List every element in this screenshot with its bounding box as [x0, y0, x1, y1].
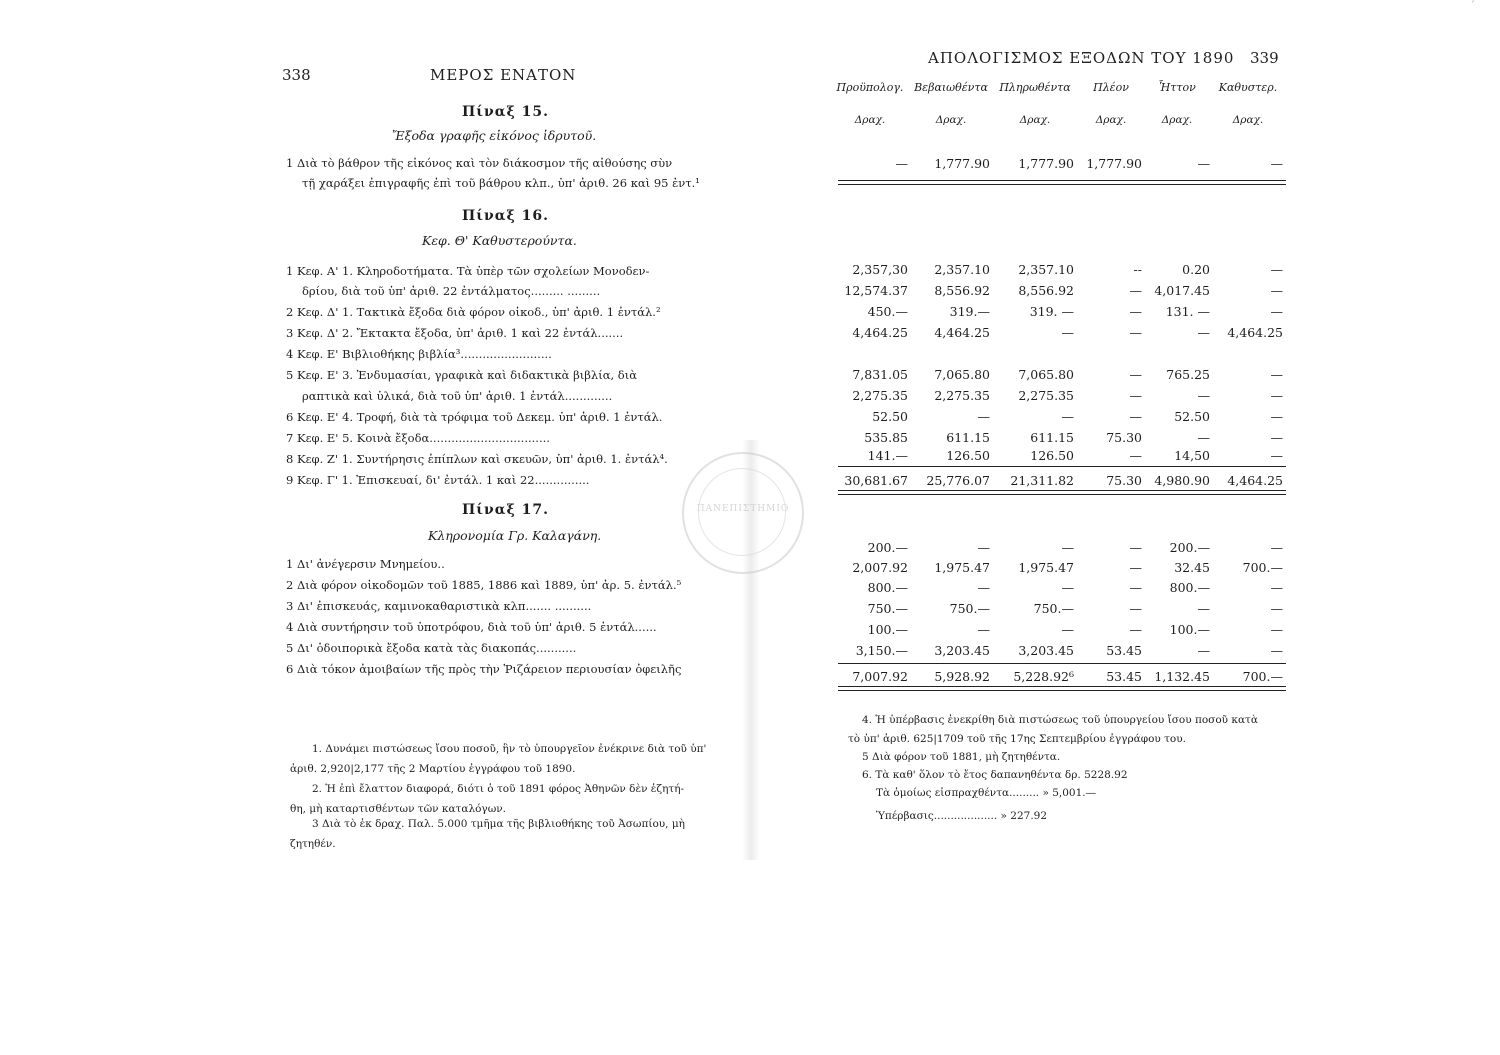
table16-cell: 8,556.92 — [934, 283, 990, 298]
table16-cell: 319. — — [1029, 304, 1074, 319]
table17-cell: — — [1129, 580, 1142, 595]
table16-cell: — — [977, 409, 990, 424]
table16-cell: 75.30 — [1106, 430, 1142, 445]
column-header: Πληρωθέντα — [999, 81, 1071, 94]
table17-total-rule — [838, 686, 1286, 687]
table16-total-cell: 25,776.07 — [926, 473, 990, 488]
table15-cell: 1,777.90 — [934, 156, 990, 171]
table16-cell: 2,357,30 — [852, 262, 908, 277]
left-page-number: 338 — [282, 66, 311, 84]
left-footnote: ζητηθέν. — [290, 838, 336, 850]
table16-total-cell: 75.30 — [1106, 473, 1142, 488]
left-footnote: 1. Δυνάμει πιστώσεως ἴσου ποσοῦ, ἣν τὸ ὑπουργεῖον ἐνέκρινε διὰ τοῦ ὑπ' — [312, 743, 707, 755]
table17-total-cell: 7,007.92 — [852, 669, 908, 684]
table16-cell: 126.50 — [1030, 448, 1074, 463]
table16-cell: 4,017.45 — [1154, 283, 1210, 298]
table17-total-cell: 1,132.45 — [1154, 669, 1210, 684]
table16-cell: — — [1129, 304, 1142, 319]
table16-cell: 2,275.35 — [934, 388, 990, 403]
table16-cell: 2,357.10 — [1018, 262, 1074, 277]
column-header: Βεβαιωθέντα — [914, 81, 988, 94]
table17-cell: 3,150.— — [855, 643, 908, 658]
table16-cell: — — [1129, 325, 1142, 340]
table16-total-rule — [838, 490, 1286, 491]
table17-cell: 1,975.47 — [1018, 560, 1074, 575]
table17-cell: — — [977, 622, 990, 637]
table15-rule — [838, 184, 1286, 185]
table17-cell: — — [1061, 540, 1074, 555]
table16-cell: — — [1197, 430, 1210, 445]
table17-subtitle: Κληρονομία Γρ. Καλαγάνη. — [428, 528, 602, 543]
table17-cell: — — [1197, 601, 1210, 616]
table17-cell: — — [1129, 601, 1142, 616]
table16-subtitle: Κεφ. Θ' Καθυστερούντα. — [422, 233, 577, 248]
table17-cell: 53.45 — [1106, 643, 1142, 658]
table16-total-cell: 4,980.90 — [1154, 473, 1210, 488]
table16-cell: 319.— — [949, 304, 990, 319]
table17-cell: 750.— — [867, 601, 908, 616]
right-footnote: 4. Ἡ ὑπέρβασις ἐνεκρίθη διὰ πιστώσεως τοῦ ὑπουργείου ἴσου ποσοῦ κατὰ — [862, 714, 1258, 726]
table17-cell: — — [1129, 622, 1142, 637]
column-unit: Δραχ. — [1019, 114, 1051, 126]
table15-rule — [838, 180, 1286, 181]
table17-cell: — — [1197, 643, 1210, 658]
table17-cell: 100.— — [867, 622, 908, 637]
table16-row: ραπτικὰ καὶ ὑλικά, διὰ τοῦ ὑπ' ἀριθ. 1 ἐντάλ............. — [302, 389, 613, 403]
right-footnote: τὸ ὑπ' ἀριθ. 625|1709 τοῦ τῆς 17ης Σεπτεμβρίου ἐγγράφου του. — [848, 733, 1186, 745]
table16-cell: — — [1270, 304, 1283, 319]
table16-total-cell: 4,464.25 — [1227, 473, 1283, 488]
table16-total-cell: 30,681.67 — [844, 473, 908, 488]
table16-cell: 7,065.80 — [1018, 367, 1074, 382]
table17-row: 2 Διὰ φόρον οἰκοδομῶν τοῦ 1885, 1886 καὶ 1889, ὑπ' ἀρ. 5. ἐντάλ.⁵ — [286, 578, 682, 592]
table17-cell: 2,007.92 — [852, 560, 908, 575]
table17-row: 5 Δι' ὁδοιπορικὰ ἔξοδα κατὰ τὰς διακοπάς........... — [286, 641, 577, 655]
table16-cell: -- — [1133, 262, 1142, 277]
table16-cell: 4,464.25 — [934, 325, 990, 340]
right-footnote: 6. Τὰ καθ' ὅλον τὸ ἔτος δαπανηθέντα δρ. 5228.92 — [862, 769, 1128, 781]
table17-title: Πίναξ 17. — [462, 502, 550, 518]
table15-cell: 1,777.90 — [1018, 156, 1074, 171]
table17-cell: — — [1270, 643, 1283, 658]
table16-rule — [838, 466, 1286, 467]
table16-row: 5 Κεφ. Ε' 3. Ἐνδυμασίαι, γραφικὰ καὶ διδακτικὰ βιβλία, διὰ — [286, 368, 637, 382]
table17-cell: — — [1061, 580, 1074, 595]
table17-cell: — — [1129, 560, 1142, 575]
table16-total-cell: 21,311.82 — [1010, 473, 1074, 488]
table15-title: Πίναξ 15. — [462, 104, 550, 120]
table17-cell: 1,975.47 — [934, 560, 990, 575]
table17-total-cell: 700.— — [1242, 669, 1283, 684]
table16-cell: 2,357.10 — [934, 262, 990, 277]
column-unit: Δραχ. — [935, 114, 967, 126]
column-header: Προϋπολογ. — [836, 81, 904, 94]
left-footnote: θη, μὴ καταρτισθέντων τῶν καταλόγων. — [290, 803, 506, 815]
table16-cell: 7,831.05 — [852, 367, 908, 382]
table17-cell: — — [1270, 540, 1283, 555]
table17-cell: — — [1061, 622, 1074, 637]
right-footnote: 5 Διὰ φόρον τοῦ 1881, μὴ ζητηθέντα. — [862, 751, 1061, 763]
table16-cell: — — [1270, 367, 1283, 382]
table16-cell: 52.50 — [1174, 409, 1210, 424]
table17-cell: — — [1270, 601, 1283, 616]
table17-row: 1 Δι' ἀνέγερσιν Μνημείου.. — [286, 557, 445, 571]
right-running-head: ΑΠΟΛΟΓΙΣΜΟΣ ΕΞΟΔΩΝ ΤΟΥ 1890 — [928, 49, 1235, 67]
table16-cell: — — [1061, 325, 1074, 340]
table16-row: 1 Κεφ. Α' 1. Κληροδοτήματα. Τὰ ὑπὲρ τῶν σχολείων Μονοδεν- — [286, 264, 650, 278]
right-page-number: 339 — [1250, 49, 1279, 67]
table17-cell: 32.45 — [1174, 560, 1210, 575]
table16-cell: — — [1197, 388, 1210, 403]
table16-row: δρίου, διὰ τοῦ ὑπ' ἀριθ. 22 ἐντάλματος......... ......... — [302, 284, 601, 298]
table16-cell: — — [1129, 283, 1142, 298]
table17-row: 3 Δι' ἐπισκευάς, καμινοκαθαριστικὰ κλπ....... .......... — [286, 599, 592, 613]
table17-cell: 800.— — [1169, 580, 1210, 595]
table15-cell: — — [1270, 156, 1283, 171]
table16-cell: 0.20 — [1182, 262, 1210, 277]
table16-cell: — — [1270, 388, 1283, 403]
library-stamp-text: ΠΑΝΕΠΙΣΤΗΜΙΟ — [696, 504, 790, 514]
table16-row: 6 Κεφ. Ε' 4. Τροφή, διὰ τὰ τρόφιμα τοῦ Δεκεμ. ὑπ' ἀριθ. 1 ἐντάλ. — [286, 410, 663, 424]
table17-rule — [838, 663, 1286, 664]
table17-cell: 3,203.45 — [1018, 643, 1074, 658]
left-footnote: ἀριθ. 2,920|2,177 τῆς 2 Μαρτίου ἐγγράφου τοῦ 1890. — [290, 763, 576, 775]
column-unit: Δραχ. — [1232, 114, 1264, 126]
table16-row: 2 Κεφ. Δ' 1. Τακτικὰ ἔξοδα διὰ φόρον οἰκοδ., ὑπ' ἀριθ. 1 ἐντάλ.² — [286, 305, 661, 319]
table16-cell: 141.— — [867, 448, 908, 463]
table16-row: 4 Κεφ. Ε' Βιβλιοθήκης βιβλία³......................... — [286, 347, 552, 361]
table16-cell: 52.50 — [872, 409, 908, 424]
table16-cell: 14,50 — [1174, 448, 1210, 463]
table16-cell: 535.85 — [864, 430, 908, 445]
table17-total-cell: 5,928.92 — [934, 669, 990, 684]
table16-cell: — — [1061, 409, 1074, 424]
table16-cell: — — [1129, 448, 1142, 463]
table15-line: 1 Διὰ τὸ βάθρον τῆς εἰκόνος καὶ τὸν διάκοσμον τῆς αἰθούσης σὺν — [286, 156, 673, 170]
column-unit: Δραχ. — [1095, 114, 1127, 126]
table16-cell: 611.15 — [946, 430, 990, 445]
table17-cell: 200.— — [867, 540, 908, 555]
table16-cell: 4,464.25 — [852, 325, 908, 340]
table17-cell: 800.— — [867, 580, 908, 595]
table16-cell: 4,464.25 — [1227, 325, 1283, 340]
table16-cell: 8,556.92 — [1018, 283, 1074, 298]
left-footnote: 2. Ἡ ἐπὶ ἔλαττον διαφορά, διότι ὁ τοῦ 1891 φόρος Ἀθηνῶν δὲν ἐζητή- — [312, 783, 685, 795]
column-unit: Δραχ. — [854, 114, 886, 126]
table16-cell: — — [1270, 448, 1283, 463]
column-header: Ἧττον — [1158, 81, 1196, 94]
table17-total-cell: 5,228.92⁶ — [1013, 669, 1074, 684]
library-stamp — [682, 452, 804, 574]
table15-line: τῇ χαράξει ἐπιγραφῆς ἐπὶ τοῦ βάθρου κλπ., ὑπ' ἀριθ. 26 καὶ 95 ἐντ.¹ — [302, 176, 700, 190]
table17-cell: — — [977, 580, 990, 595]
column-header: Καθυστερ. — [1218, 81, 1278, 94]
table17-cell: — — [1129, 540, 1142, 555]
table16-cell: — — [1270, 409, 1283, 424]
table17-cell: 700.— — [1242, 560, 1283, 575]
table16-cell: — — [1197, 325, 1210, 340]
column-unit: Δραχ. — [1161, 114, 1193, 126]
table17-cell: 750.— — [949, 601, 990, 616]
table16-cell: 126.50 — [946, 448, 990, 463]
table17-row: 4 Διὰ συντήρησιν τοῦ ὑποτρόφου, διὰ τοῦ ὑπ' ἀριθ. 5 ἐντάλ...... — [286, 620, 657, 634]
table16-cell: — — [1270, 283, 1283, 298]
table16-cell: — — [1129, 367, 1142, 382]
table17-total-cell: 53.45 — [1106, 669, 1142, 684]
table15-cell: 1,777.90 — [1086, 156, 1142, 171]
table17-cell: — — [977, 540, 990, 555]
table16-cell: 765.25 — [1166, 367, 1210, 382]
table17-cell: 3,203.45 — [934, 643, 990, 658]
table16-row: 9 Κεφ. Γ' 1. Ἐπισκευαί, δι' ἐντάλ. 1 καὶ 22............... — [286, 473, 590, 487]
table15-cell: — — [895, 156, 908, 171]
right-footnote: Ὑπέρβασις................... » 227.92 — [876, 810, 1048, 822]
table17-cell: 200.— — [1169, 540, 1210, 555]
table16-cell: 611.15 — [1030, 430, 1074, 445]
table16-cell: 2,275.35 — [852, 388, 908, 403]
table16-row: 3 Κεφ. Δ' 2. Ἔκτακτα ἔξοδα, ὑπ' ἀριθ. 1 καὶ 22 ἐντάλ....... — [286, 326, 624, 340]
table16-cell: — — [1270, 430, 1283, 445]
table16-total-rule — [838, 494, 1286, 495]
table17-total-rule — [838, 690, 1286, 691]
table16-cell: 2,275.35 — [1018, 388, 1074, 403]
table16-cell: — — [1129, 409, 1142, 424]
table16-row: 8 Κεφ. Ζ' 1. Συντήρησις ἐπίπλων καὶ σκευῶν, ὑπ' ἀριθ. 1. ἐντάλ⁴. — [286, 452, 668, 466]
table16-cell: 12,574.37 — [844, 283, 908, 298]
table16-cell: — — [1270, 262, 1283, 277]
table17-cell: 750.— — [1033, 601, 1074, 616]
column-header: Πλέον — [1093, 81, 1129, 94]
table15-cell: — — [1197, 156, 1210, 171]
table16-cell: 450.— — [867, 304, 908, 319]
table17-cell: 100.— — [1169, 622, 1210, 637]
left-footnote: 3 Διὰ τὸ ἐκ δραχ. Παλ. 5.000 τμῆμα τῆς βιβλιοθήκης τοῦ Ἀσωπίου, μὴ — [312, 818, 685, 830]
table16-title: Πίναξ 16. — [462, 208, 550, 224]
table15-subtitle: Ἔξοδα γραφῆς εἰκόνος ἱδρυτοῦ. — [392, 128, 597, 143]
table17-cell: — — [1270, 580, 1283, 595]
table16-row: 7 Κεφ. Ε' 5. Κοινὰ ἔξοδα................................. — [286, 431, 550, 445]
table16-cell: 131. — — [1165, 304, 1210, 319]
table16-cell: 7,065.80 — [934, 367, 990, 382]
left-running-head: ΜΕΡΟΣ ΕΝΑΤΟΝ — [430, 66, 577, 84]
table17-cell: — — [1270, 622, 1283, 637]
corner-mark: ′ — [1472, 0, 1475, 11]
right-footnote: Τὰ ὁμοίως εἰσπραχθέντα......... » 5,001.— — [876, 787, 1097, 799]
table17-row: 6 Διὰ τόκον ἀμοιβαίων τῆς πρὸς τὴν Ῥιζάρειον περιουσίαν ὀφειλῆς — [286, 662, 682, 676]
table16-cell: — — [1129, 388, 1142, 403]
